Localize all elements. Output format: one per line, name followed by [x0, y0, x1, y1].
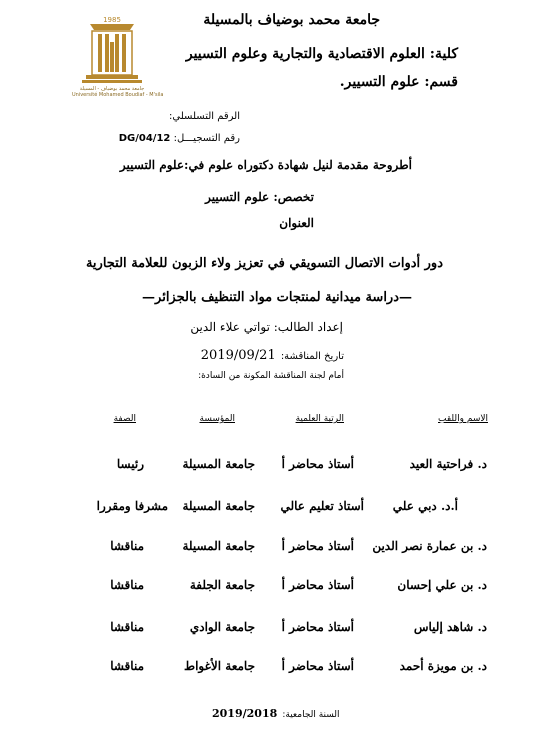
thesis-intro: أطروحة مقدمة لنيل شهادة دكتوراه علوم في:علوم التسيير [119, 158, 412, 172]
member-name: د. بن عمارة نصر الدين [372, 539, 487, 553]
member-rank: أستاذ محاضر أ [281, 539, 354, 553]
member-name: أ.د. دبي علي [392, 499, 458, 513]
logo-caption-fr: Université Mohamed Boudiaf - M'sila [72, 92, 164, 98]
member-institution: جامعة المسيلة [182, 499, 255, 513]
header-name: الاسم واللقب [438, 414, 488, 424]
member-role: رئيسا [116, 457, 144, 471]
header-rank: الرتبة العلمية [295, 414, 344, 424]
defense-date: 2019/09/21 [200, 348, 276, 363]
committee-intro: أمام لجنة المناقشة المكونة من السادة: [198, 371, 344, 381]
member-role: مناقشا [110, 578, 144, 592]
member-role: مناقشا [110, 620, 144, 634]
header-role: الصفة [113, 414, 136, 424]
faculty-name: كلية: العلوم الاقتصادية والتجارية وعلوم التسيير [185, 46, 458, 62]
member-rank: أستاذ محاضر أ [281, 578, 354, 592]
member-rank: أستاذ محاضر أ [281, 457, 354, 471]
member-rank: أستاذ محاضر أ [281, 620, 354, 634]
member-role: مناقشا [110, 539, 144, 553]
logo-caption-ar: جامعة محمد بوضياف - المسيلة [79, 86, 145, 92]
member-rank: أستاذ محاضر أ [281, 659, 354, 673]
thesis-subtitle: —دراسة ميدانية لمنتجات مواد التنظيف بالجزائر— [142, 290, 412, 305]
thesis-title: دور أدوات الاتصال التسويقي في تعزيز ولاء الزبون للعلامة التجارية [85, 256, 443, 271]
member-institution: جامعة الجلفة [189, 578, 255, 592]
academic-year-row [212, 702, 340, 721]
member-institution: جامعة الأغواط [184, 659, 255, 673]
registration-label: رقم التسجيـــل: [173, 133, 240, 144]
serial-number-label: الرقم التسلسلي: [169, 111, 240, 122]
member-rank: أستاذ تعليم عالي [280, 499, 364, 513]
defense-date-label: تاريخ المناقشة: [280, 351, 344, 362]
prepared-by: إعداد الطالب: تواتي علاء الدين [190, 320, 343, 334]
member-name: د. بن مويزة أحمد [399, 659, 487, 673]
member-name: د. بن علي إحسان [397, 578, 487, 592]
academic-year: 2019/2018 [212, 707, 278, 720]
logo-year: 1985 [103, 16, 121, 24]
registration-row [119, 133, 240, 144]
member-institution: جامعة المسيلة [182, 539, 255, 553]
member-name: د. فراحتية العيد [409, 457, 487, 471]
member-name: د. شاهد إلياس [413, 620, 487, 634]
department-name: قسم: علوم التسيير. [339, 74, 458, 90]
university-building-logo-icon [72, 14, 152, 86]
defense-date-row [201, 344, 344, 363]
academic-year-label: السنة الجامعية: [282, 710, 340, 720]
header-institution: المؤسسة [199, 414, 235, 424]
member-institution: جامعة المسيلة [182, 457, 255, 471]
member-institution: جامعة الوادي [189, 620, 255, 634]
university-name: جامعة محمد بوضياف بالمسيلة [203, 12, 380, 28]
logo-caption [72, 86, 164, 98]
registration-value: DG/04/12 [118, 133, 171, 144]
thesis-specialty: تخصص: علوم التسيير [205, 190, 314, 204]
thesis-title-label: العنوان [279, 216, 314, 230]
member-role: مناقشا [110, 659, 144, 673]
member-role: مشرفا ومقررا [96, 499, 168, 513]
